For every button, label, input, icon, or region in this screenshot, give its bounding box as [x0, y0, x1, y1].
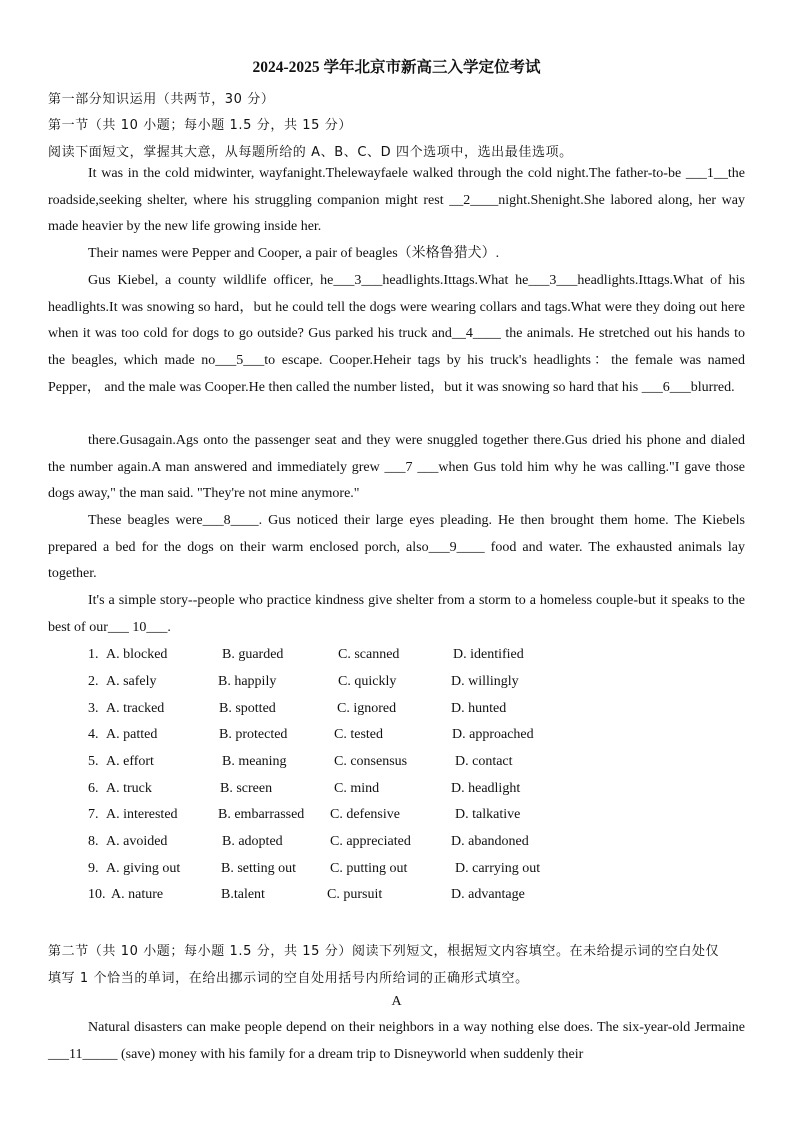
section1-instruction: 阅读下面短文，掌握其大意，从每题所给的 A、B、C、D 四个选项中，选出最佳选项。 — [48, 145, 573, 160]
passage-paragraph-4: there.Gusagain.Ags onto the passenger seat and they were snuggled together there.Gus dried his phone and dialed the number again.A man answered and immediately grew ___7 ___when Gus told him why he was calling."I gave those dogs away," the man said. "They're not mine anymore." — [48, 433, 745, 502]
option-b: B. protected — [219, 727, 288, 742]
section2-header-line-2: 填写 1 个恰当的单词，在给出挪示词的空自处用括号内所给词的正确形式填空。 — [48, 971, 529, 986]
option-d: D. contact — [455, 754, 513, 769]
section1-header: 第一节（共 10 小题；每小题 1.5 分，共 15 分） — [48, 118, 352, 133]
question-number: 10. — [88, 887, 106, 902]
option-d: D. hunted — [451, 701, 507, 716]
option-a: A. patted — [106, 727, 158, 742]
option-a: A. truck — [106, 781, 152, 796]
option-d: D. talkative — [455, 807, 521, 822]
question-number: 3. — [88, 701, 99, 716]
question-number: 4. — [88, 727, 99, 742]
passage-paragraph-6: It's a simple story--people who practice kindness give shelter from a storm to a homeless couple-but it speaks to the best of our___ 10___. — [48, 593, 745, 635]
section2-header-line-1: 第二节（共 10 小题；每小题 1.5 分，共 15 分）阅读下列短文，根据短文内容填空。在未给提示词的空白处仅 — [48, 944, 720, 959]
option-a: A. blocked — [106, 647, 168, 662]
option-d: D. abandoned — [451, 834, 529, 849]
option-c: C. appreciated — [330, 834, 411, 849]
option-b: B. guarded — [222, 647, 284, 662]
option-b: B. adopted — [222, 834, 283, 849]
option-b: B.talent — [221, 887, 265, 902]
option-a: A. safely — [106, 674, 157, 689]
option-c: C. scanned — [338, 647, 400, 662]
option-d: D. headlight — [451, 781, 521, 796]
option-b: B. happily — [218, 674, 277, 689]
option-b: B. screen — [220, 781, 273, 796]
option-a: A. nature — [111, 887, 164, 902]
option-c: C. tested — [334, 727, 383, 742]
option-a: A. effort — [106, 754, 154, 769]
question-number: 7. — [88, 807, 99, 822]
question-number: 8. — [88, 834, 99, 849]
option-d: D. identified — [453, 647, 524, 662]
question-number: 1. — [88, 647, 99, 662]
option-c: C. ignored — [337, 701, 397, 716]
question-number: 2. — [88, 674, 99, 689]
option-c: C. mind — [334, 781, 380, 796]
option-c: C. consensus — [334, 754, 408, 769]
part1-header: 第一部分知识运用（共两节，30 分） — [48, 92, 275, 107]
option-a: A. interested — [106, 807, 178, 822]
option-a: A. giving out — [106, 861, 181, 876]
passage-paragraph-2: Their names were Pepper and Cooper, a pair of beagles（米格鲁猎犬）. — [88, 246, 500, 261]
option-b: B. spotted — [219, 701, 276, 716]
passage-paragraph-3: Gus Kiebel, a county wildlife officer, he___3___headlights.Ittags.What he___3___headlights.Ittags.What of his headlights.It was snowing so hard，but he could tell the dogs were wearing collars and tags.What were they doing out here when it was too cold for dogs to go outside? Gus parked his truck and__4____ the animals. He stretched out his hands to the beagles, which made no___5___to escape. Cooper.Heheir tags by his truck's headlights：the female was named Pepper， and the male was Cooper.He then called the number listed，but it was snowing so hard that his ___6___blurred. — [48, 273, 745, 395]
option-a: A. avoided — [106, 834, 168, 849]
option-d: D. willingly — [451, 674, 519, 689]
passage-paragraph-1: It was in the cold midwinter, wayfanight.Thelewayfaele walked through the cold night.The father-to-be ___1__the roadside,seeking shelter, where his struggling companion might rest __2____night.Shenight.She labored along, her way made heavier by the new life growing inside her. — [48, 166, 745, 235]
passage-a-paragraph-1: Natural disasters can make people depend on their neighbors in a way nothing else does. The six-year-old Jermaine ___11_____ (save) money with his family for a dream trip to Disneyworld when suddenly their — [48, 1020, 745, 1062]
option-c: C. quickly — [338, 674, 397, 689]
option-c: C. pursuit — [327, 887, 383, 902]
option-b: B. embarrassed — [218, 807, 305, 822]
option-b: B. meaning — [222, 754, 287, 769]
option-d: D. carrying out — [455, 861, 541, 876]
question-number: 5. — [88, 754, 99, 769]
section2-passage-label: A — [391, 994, 402, 1009]
page-title: 2024-2025 学年北京市新高三入学定位考试 — [252, 59, 541, 76]
option-c: C. putting out — [330, 861, 408, 876]
passage-paragraph-5: These beagles were___8____. Gus noticed their large eyes pleading. He then brought them home. The Kiebels prepared a bed for the dogs on their warm enclosed porch, also___9____ food and water. The exhausted animals lay together. — [48, 513, 745, 582]
option-a: A. tracked — [106, 701, 165, 716]
question-number: 9. — [88, 861, 99, 876]
option-d: D. advantage — [451, 887, 525, 902]
question-number: 6. — [88, 781, 99, 796]
option-c: C. defensive — [330, 807, 400, 822]
option-d: D. approached — [452, 727, 534, 742]
option-b: B. setting out — [221, 861, 297, 876]
